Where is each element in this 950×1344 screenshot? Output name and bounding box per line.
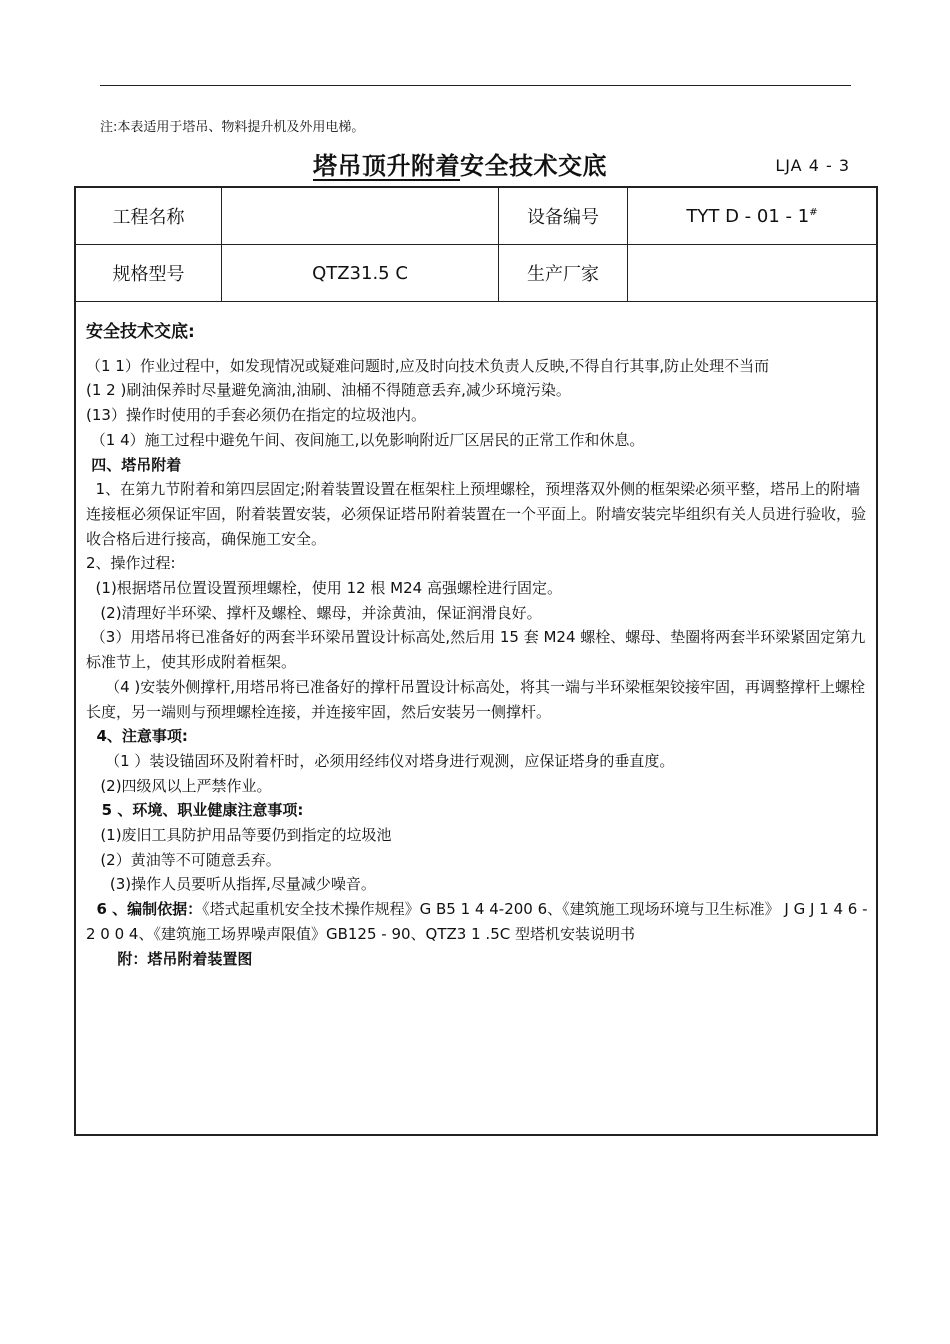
form-sheet (74, 186, 878, 1136)
notes-heading: 4、注意事项: (86, 727, 188, 746)
env-3: (3)操作人员要听从指挥,尽量减少噪音。 (86, 875, 376, 894)
value-manufacturer (628, 245, 877, 302)
title-underlined: 塔吊顶升附着 (313, 152, 460, 180)
table-row (76, 245, 876, 302)
basis (86, 897, 873, 946)
section-4-para-1: 1、在第九节附着和第四层固定;附着装置设置在框架柱上预埋螺栓，预埋落双外侧的框架梁必须平整，塔吊上的附墙连接框必须保证牢固，附着装置安装，必须保证塔吊附着装置在一个平面上。附墙安装完毕组织有关人员进行验收，验收合格后进行接高，确保施工安全。 (86, 480, 867, 548)
title-row (75, 146, 876, 184)
operation-2: (2)清理好半环梁、撑杆及螺栓、螺母，并涂黄油，保证润滑良好。 (86, 603, 542, 622)
basis-text: 《塔式起重机安全技术操作规程》G B5 1 4 4-200 6、《建筑施工现场环境与卫生标准》 J G J 1 4 6 - 2 0 0 4、《建筑施工场界噪声限值》GB125 - 90、QTZ3 1 .5C 型塔机安装说明书 (86, 900, 873, 943)
operation-1: (1)根据塔吊位置设置预埋螺栓，使用 12 根 M24 高强螺栓进行固定。 (86, 579, 562, 598)
env-1: (1)废旧工具防护用品等要仍到指定的垃圾池 (86, 826, 392, 845)
value-project-name (222, 188, 499, 245)
basis-label: 6 、编制依据： (86, 900, 203, 919)
content-heading: 安全技术交底: (86, 322, 195, 342)
label-manufacturer: 生产厂家 (499, 245, 628, 302)
note-2: (2)四级风以上严禁作业。 (86, 776, 272, 795)
item-14: （1 4）施工过程中避免午间、夜间施工,以免影响附近厂区居民的正常工作和休息。 (86, 430, 645, 449)
label-equipment-no: 设备编号 (499, 188, 628, 245)
section-4-para-2: 2、操作过程: (86, 554, 176, 573)
note: 注:本表适用于塔吊、物料提升机及外用电梯。 (100, 120, 365, 135)
item-12: (1 2 )刷油保养时尽量避免滴油,油刷、油桶不得随意丢弃,减少环境污染。 (86, 381, 571, 400)
doc-code: LJA 4 - 3 (775, 156, 850, 175)
content-body (86, 320, 873, 971)
env-2: (2）黄油等不可随意丢弃。 (86, 850, 281, 869)
attachment-note: 附：塔吊附着装置图 (86, 949, 253, 968)
value-equipment-no (628, 188, 877, 245)
equipment-no-sup: # (809, 206, 818, 218)
item-11: （1 1）作业过程中，如发现情况或疑难问题时,应及时向技术负责人反映,不得自行其事,防止处理不当而 (86, 356, 770, 375)
top-rule (100, 85, 851, 86)
title-rest: 安全技术交底 (460, 152, 607, 180)
section-4-heading: 四、塔吊附着 (86, 455, 182, 474)
table-row (76, 188, 876, 245)
label-project-name: 工程名称 (76, 188, 222, 245)
operation-4: （4 )安装外侧撑杆,用塔吊将已准备好的撑杆吊置设计标高处，将其一端与半环梁框架铰接牢固，再调整撑杆上螺栓长度，另一端则与预埋螺栓连接，并连接牢固，然后安装另一侧撑杆。 (86, 677, 866, 721)
env-heading: 5 、环境、职业健康注意事项: (86, 801, 304, 820)
value-model: QTZ31.5 C (222, 245, 499, 302)
note-1: （1 ）装设锚固环及附着杆时，必须用经纬仪对塔身进行观测，应保证塔身的垂直度。 (86, 751, 675, 770)
page-title (313, 146, 607, 181)
operation-3: （3）用塔吊将已准备好的两套半环梁吊置设计标高处,然后用 15 套 M24 螺栓、螺母、垫圈将两套半环梁紧固定第九标准节上，使其形成附着框架。 (86, 628, 866, 672)
equipment-no-text: TYT D - 01 - 1 (686, 205, 810, 227)
info-table (76, 188, 876, 302)
label-model: 规格型号 (76, 245, 222, 302)
item-13: (13）操作时使用的手套必须仍在指定的垃圾池内。 (86, 406, 426, 425)
